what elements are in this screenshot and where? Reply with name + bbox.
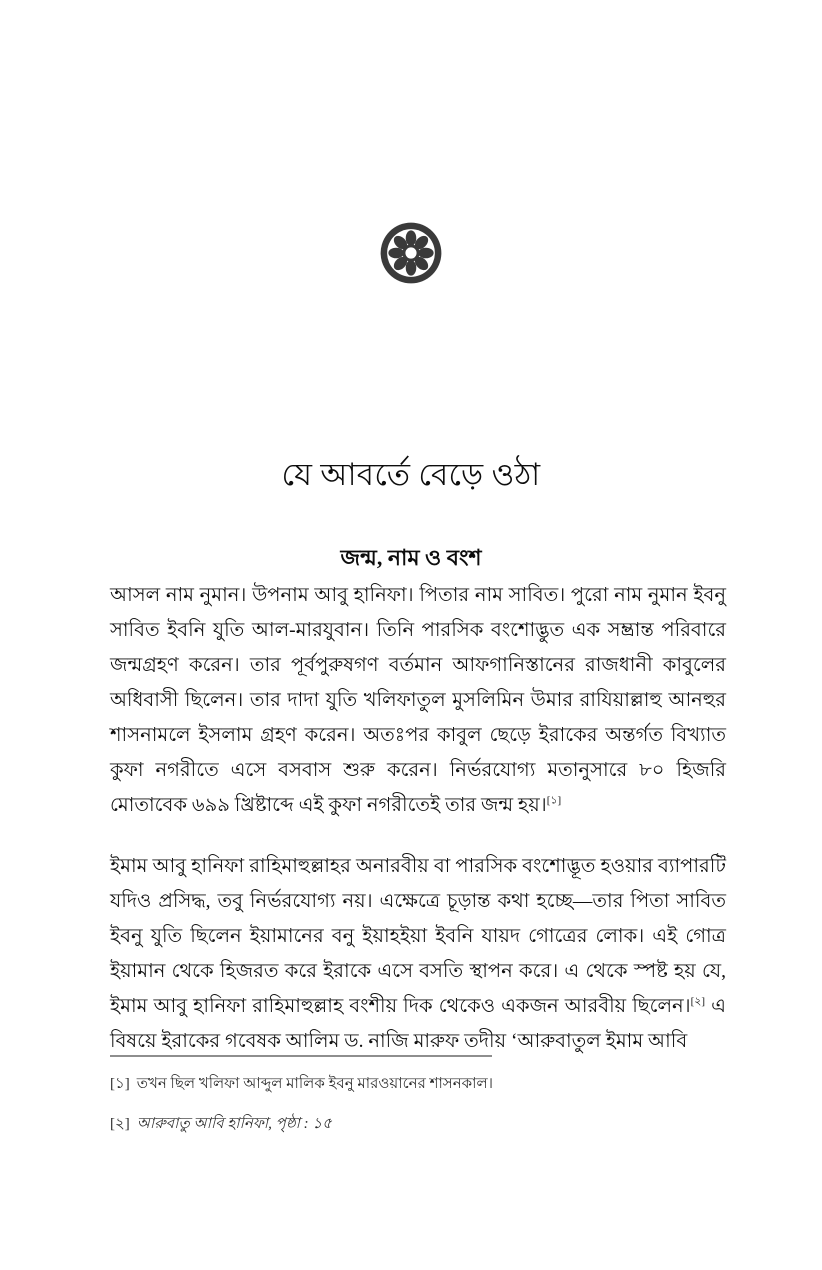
- paragraph-2-continuation: এ বিষয়ে ইরাকের গবেষক আলিম ড. নাজি মারুফ তদীয় ‘আরুবাতুল ইমাম আবি: [110, 996, 726, 1052]
- chapter-title: যে আবর্তে বেড়ে ওঠা: [281, 456, 541, 492]
- footnote-separator-rule: [110, 1055, 492, 1057]
- footnote-text-2: আরুবাতু আবি হানিফা, পৃষ্ঠা : ১৫: [136, 1116, 332, 1132]
- footnote-item-2: [110, 1112, 726, 1136]
- footnote-text-1: তখন ছিল খলিফা আব্দুল মালিক ইবনু মারওয়ানের শাসনকাল।: [136, 1076, 494, 1092]
- paragraph-1-text: আসল নাম নুমান। উপনাম আবু হানিফা। পিতার নাম সাবিত। পুরো নাম নুমান ইবনু সাবিত ইবনি যুতি আল-মারযুবান। তিনি পারসিক বংশোদ্ভুত এক সম্ভ্রান্ত পরিবারে জন্মগ্রহণ করেন। তার পূর্বপুরুষগণ বর্তমান আফগানিস্তানের রাজধানী কাবুলের অধিবাসী ছিলেন। তার দাদা যুতি খলিফাতুল মুসলিমিন উমার রাযিয়াল্লাহু আনহুর শাসনামলে ইসলাম গ্রহণ করেন। অতঃপর কাবুল ছেড়ে ইরাকের অন্তর্গত বিখ্যাত কুফা নগরীতে এসে বসবাস শুরু করেন। নির্ভরযোগ্য মতানুসারে ৮০ হিজরি মোতাবেক ৬৯৯ খ্রিষ্টাব্দে এই কুফা নগরীতেই তার জন্ম হয়।: [110, 585, 726, 816]
- section-heading: জন্ম, নাম ও বংশ: [340, 545, 482, 571]
- footnotes-container: [110, 1072, 726, 1136]
- footnote-ref-1[interactable]: [১]: [546, 794, 562, 807]
- paragraph-2-text: ইমাম আবু হানিফা রাহিমাহুল্লাহর অনারবীয় বা পারসিক বংশোদ্ভূত হওয়ার ব্যাপারটি যদিও প্রসিদ্ধ, তবু নির্ভরযোগ্য নয়। এক্ষেত্রে চূড়ান্ত কথা হচ্ছে—তার পিতা সাবিত ইবনু যুতি ছিলেন ইয়ামানের বনু ইয়াহইয়া ইবনি যায়দ গোত্রের লোক। এই গোত্র ইয়ামান থেকে হিজরত করে ইরাকে এসে বসতি স্থাপন করে। এ থেকে স্পষ্ট হয় যে, ইমাম আবু হানিফা রাহিমাহুল্লাহ বংশীয় দিক থেকেও একজন আরবীয় ছিলেন।: [110, 856, 726, 1017]
- paragraph-2: [110, 849, 726, 1059]
- body-text-block: [110, 578, 726, 1059]
- footnote-ref-2[interactable]: [২]: [690, 995, 706, 1008]
- footnote-marker-2: [২]: [110, 1116, 130, 1132]
- eight-petal-wheel-rosette-icon: [380, 222, 442, 284]
- paragraph-1: [110, 578, 726, 823]
- footnote-item-1: [110, 1072, 726, 1096]
- ornament-container: [0, 222, 822, 284]
- footnote-marker-1: [১]: [110, 1076, 130, 1092]
